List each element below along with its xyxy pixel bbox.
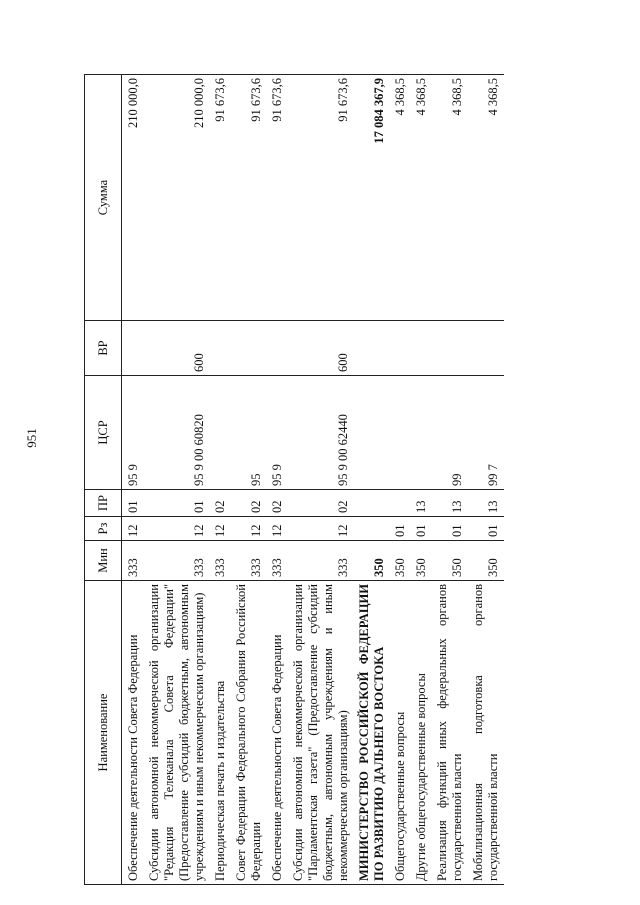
row-sum: 4 368,5 [411, 75, 432, 321]
row-vr: 600 [288, 321, 354, 376]
row-vr [231, 321, 267, 376]
row-csr [354, 376, 390, 490]
row-sum: 210 000,0 [122, 75, 145, 321]
table-row [144, 75, 210, 885]
row-csr: 95 [231, 376, 267, 490]
row-vr [354, 321, 390, 376]
row-sum: 91 673,6 [210, 75, 231, 321]
table-row [468, 75, 504, 885]
row-csr [210, 376, 231, 490]
row-min: 333 [122, 541, 145, 581]
row-sum: 91 673,6 [288, 75, 354, 321]
row-pr: 13 [468, 490, 504, 517]
row-csr: 99 [432, 376, 468, 490]
row-rz: 01 [390, 517, 411, 541]
row-rz: 12 [231, 517, 267, 541]
row-pr: 01 [122, 490, 145, 517]
row-min: 333 [288, 541, 354, 581]
row-vr [432, 321, 468, 376]
header-name: Наименование [85, 581, 122, 885]
row-min: 350 [432, 541, 468, 581]
header-min: Мин [85, 541, 122, 581]
row-sum: 91 673,6 [231, 75, 267, 321]
row-pr: 02 [288, 490, 354, 517]
row-name: Реализация функций иных федеральных органов государственной власти [432, 581, 468, 885]
header-rz: Рз [85, 517, 122, 541]
header-row [85, 75, 122, 885]
row-vr [390, 321, 411, 376]
row-pr: 02 [210, 490, 231, 517]
row-csr: 95 9 00 62440 [288, 376, 354, 490]
row-min: 350 [354, 541, 390, 581]
row-vr [267, 321, 288, 376]
row-name: Мобилизационная подготовка органов государственной власти [468, 581, 504, 885]
row-sum: 17 084 367,9 [354, 75, 390, 321]
row-rz: 12 [144, 517, 210, 541]
row-csr: 95 9 [267, 376, 288, 490]
row-sum: 4 368,5 [390, 75, 411, 321]
row-min: 333 [210, 541, 231, 581]
row-vr [210, 321, 231, 376]
row-rz: 01 [468, 517, 504, 541]
row-min: 333 [144, 541, 210, 581]
row-min: 350 [468, 541, 504, 581]
table-row [267, 75, 288, 885]
row-vr: 600 [144, 321, 210, 376]
budget-sheet [84, 75, 556, 885]
row-pr [354, 490, 390, 517]
header-pr: ПР [85, 490, 122, 517]
table-row [390, 75, 411, 885]
row-name: Общегосударственные вопросы [390, 581, 411, 885]
row-pr [390, 490, 411, 517]
row-rz: 12 [122, 517, 145, 541]
budget-body [122, 75, 505, 885]
row-name: Другие общегосударственные вопросы [411, 581, 432, 885]
table-row [231, 75, 267, 885]
row-sum: 210 000,0 [144, 75, 210, 321]
row-rz: 01 [432, 517, 468, 541]
table-row [411, 75, 432, 885]
header-csr: ЦСР [85, 376, 122, 490]
row-name: МИНИСТЕРСТВО РОССИЙСКОЙ ФЕДЕРАЦИИ ПО РАЗВИТИЮ ДАЛЬНЕГО ВОСТОКА [354, 581, 390, 885]
row-csr: 95 9 [122, 376, 145, 490]
budget-table [84, 74, 504, 885]
row-csr [411, 376, 432, 490]
page-number: 951 [24, 428, 39, 448]
row-name: Обеспечение деятельности Совета Федерации [122, 581, 145, 885]
row-name: Обеспечение деятельности Совета Федерации [267, 581, 288, 885]
row-pr: 01 [144, 490, 210, 517]
row-rz: 12 [267, 517, 288, 541]
row-name: Субсидии автономной некоммерческой организации "Редакция Телеканала Совета Федерации" (Предоставление субсидий бюджетным, автономным учреждениям и иным некоммерческим организациям) [144, 581, 210, 885]
row-pr: 02 [267, 490, 288, 517]
row-rz: 01 [411, 517, 432, 541]
row-sum: 91 673,6 [267, 75, 288, 321]
row-min: 350 [390, 541, 411, 581]
row-rz [354, 517, 390, 541]
row-pr: 13 [432, 490, 468, 517]
table-row [210, 75, 231, 885]
row-rz: 12 [288, 517, 354, 541]
row-pr: 13 [411, 490, 432, 517]
row-csr: 95 9 00 60820 [144, 376, 210, 490]
table-row [432, 75, 468, 885]
row-name: Совет Федерации Федерального Собрания Российской Федерации [231, 581, 267, 885]
row-name: Периодическая печать и издательства [210, 581, 231, 885]
row-min: 350 [411, 541, 432, 581]
row-vr [468, 321, 504, 376]
header-vr: ВР [85, 321, 122, 376]
row-name: Субсидии автономной некоммерческой организации "Парламентская газета" (Предоставление субсидий бюджетным, автономным учреждениям и иным некоммерческим организациям) [288, 581, 354, 885]
row-min: 333 [267, 541, 288, 581]
table-row [288, 75, 354, 885]
row-csr [390, 376, 411, 490]
row-pr: 02 [231, 490, 267, 517]
header-sum: Сумма [85, 75, 122, 321]
row-vr [122, 321, 145, 376]
row-sum: 4 368,5 [468, 75, 504, 321]
row-csr: 99 7 [468, 376, 504, 490]
table-row [122, 75, 145, 885]
row-sum: 4 368,5 [432, 75, 468, 321]
row-rz: 12 [210, 517, 231, 541]
ministry-row [354, 75, 390, 885]
row-vr [411, 321, 432, 376]
row-min: 333 [231, 541, 267, 581]
